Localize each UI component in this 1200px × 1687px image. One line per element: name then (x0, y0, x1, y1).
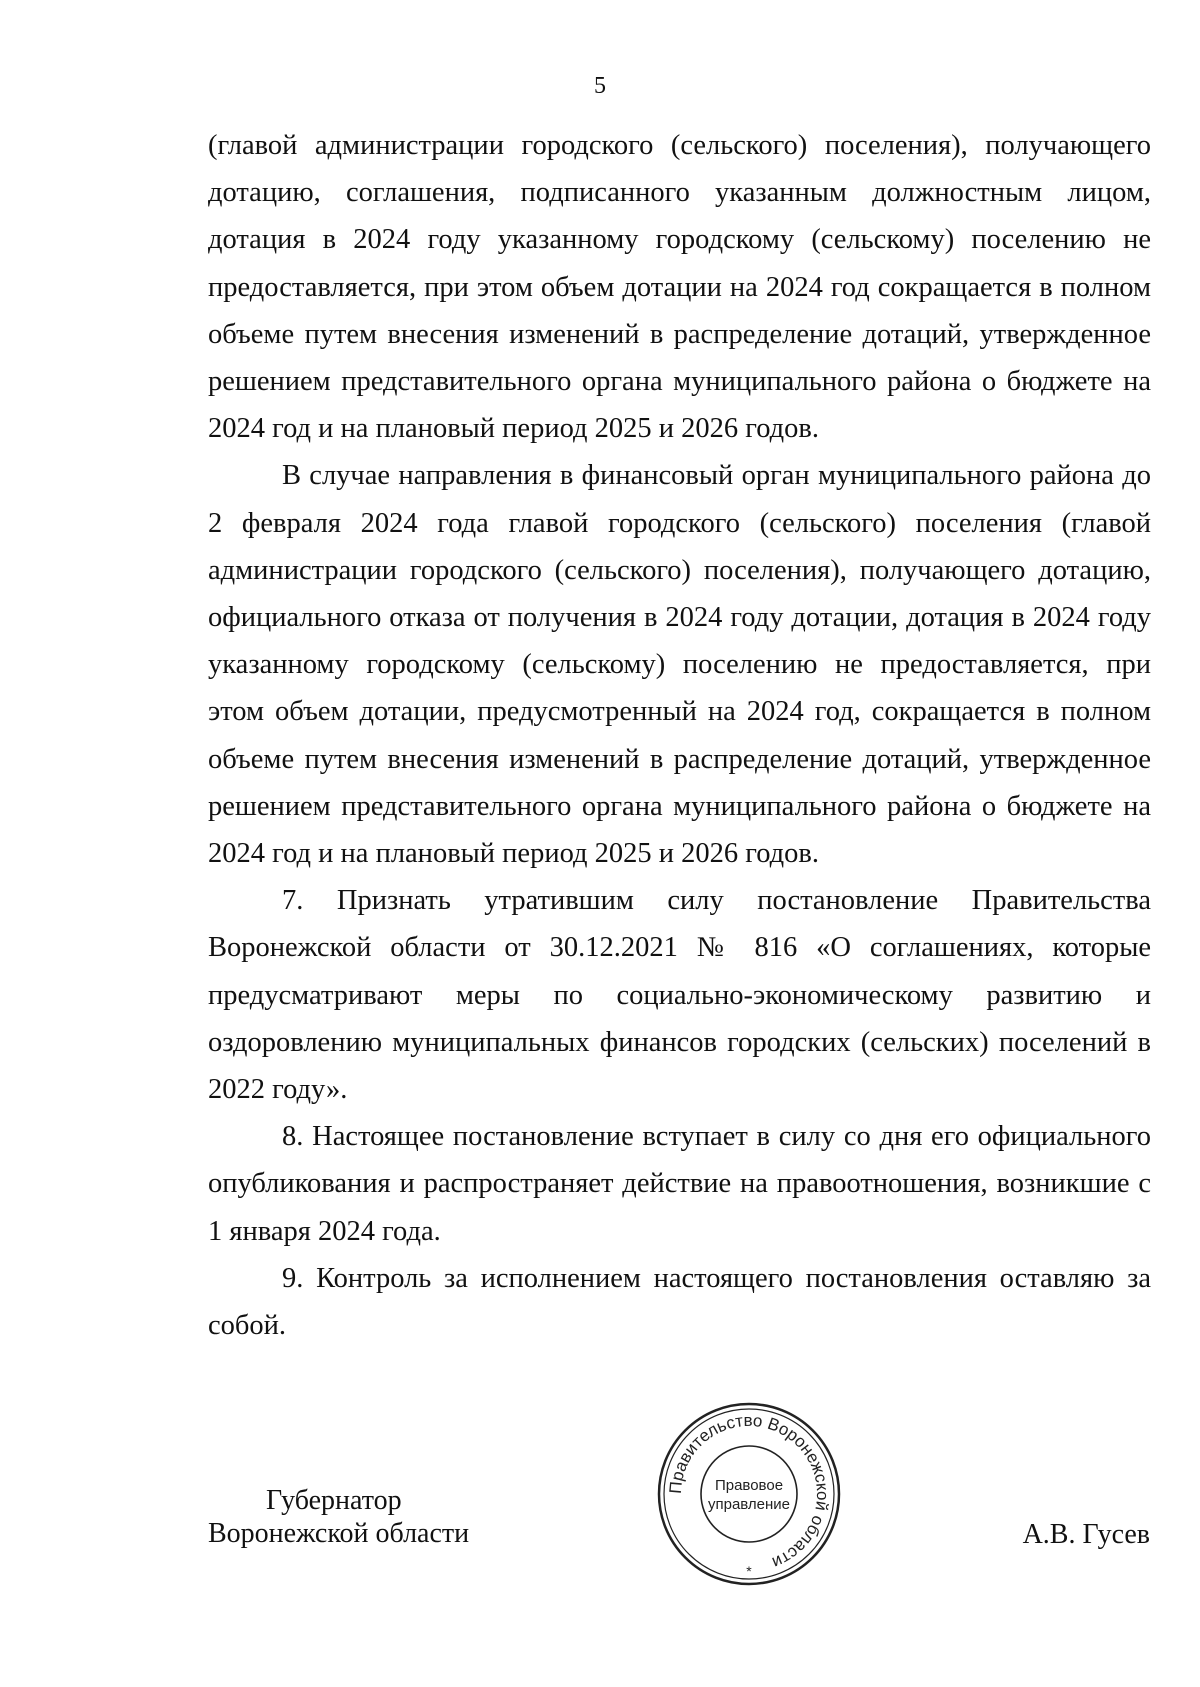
paragraph-item-8: 8. Настоящее постановление вступает в силу со дня его официального опубликования и распространяет действие на правоотношения, возникшие с 1 января 2024 года. (208, 1121, 1151, 1247)
paragraph-item-9: 9. Контроль за исполнением настоящего постановления оставляю за собой. (208, 1262, 1151, 1342)
official-seal-stamp (655, 1400, 843, 1588)
signatory-name: А.В. Гусев (1022, 1519, 1150, 1550)
signatory-title (208, 1484, 469, 1550)
document-body (208, 122, 1151, 1349)
seal-outer-text: Правительство Воронежской области (665, 1410, 833, 1573)
paragraph-item-7: 7. Признать утратившим силу постановление Правительства Воронежской области от 30.12.2021 № 816 «О соглашениях, которые предусматривают меры по социально-экономическому развитию и оздоровлению муниципальных финансов городских (сельских) поселений в 2022 году». (208, 885, 1151, 1106)
page-number: 5 (594, 73, 606, 99)
paragraph-refusal-case: В случае направления в финансовый орган муниципального района до 2 февраля 2024 года главой городского (сельского) поселения (главой администрации городского (сельского) поселения), получающего дотацию, официального отказа от получения в 2024 году дотации, дотация в 2024 году указанному городскому (сельскому) поселению не предоставляется, при этом объем дотации, предусмотренный на 2024 год, сокращается в полном объеме путем внесения изменений в распределение дотаций, утвержденное решением представительного органа муниципального района о бюджете на 2024 год и на плановый период 2025 и 2026 годов. (208, 460, 1151, 870)
seal-star: * (746, 1563, 752, 1579)
signatory-title-line2: Воронежской области (208, 1518, 470, 1549)
signatory-title-line1: Губернатор (266, 1485, 402, 1516)
seal-inner-line2: управление (707, 1496, 791, 1513)
paragraph-continuation: (главой администрации городского (сельского) поселения), получающего дотацию, соглашения, подписанного указанным должностным лицом, дотация в 2024 году указанному городскому (сельскому) поселению не предоставляется, при этом объем дотации на 2024 год сокращается в полном объеме путем внесения изменений в распределение дотаций, утвержденное решением представительного органа муниципального района о бюджете на 2024 год и на плановый период 2025 и 2026 годов. (208, 130, 1151, 445)
seal-inner-line1: Правовое (714, 1477, 784, 1494)
